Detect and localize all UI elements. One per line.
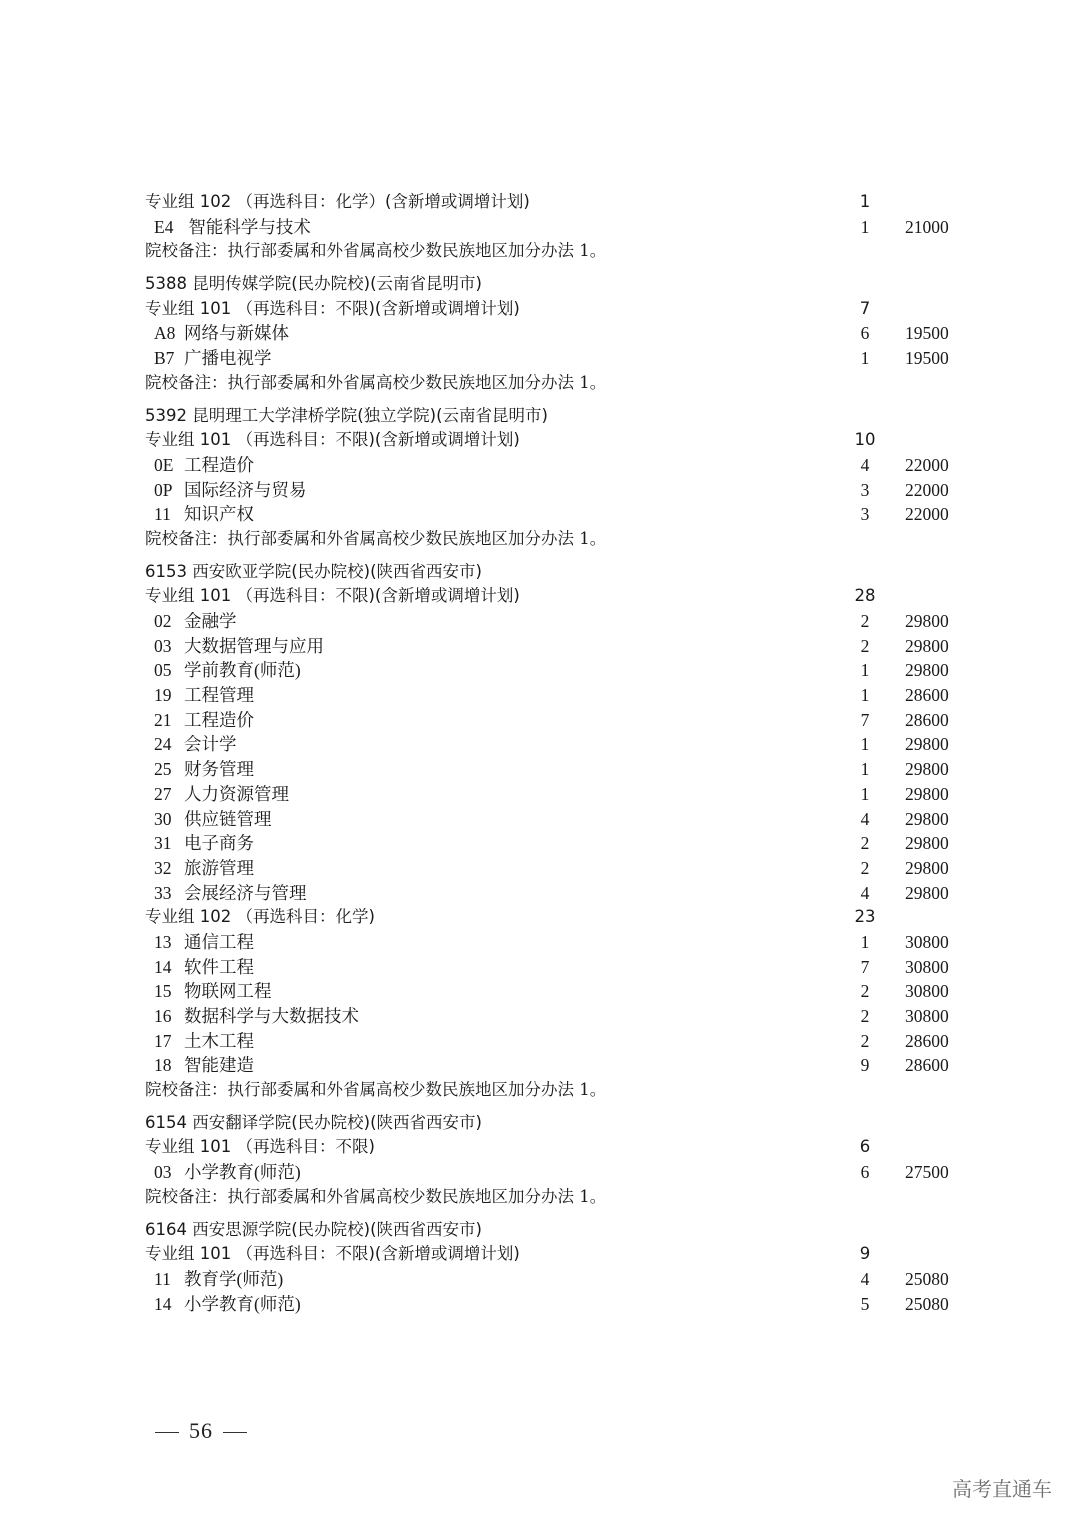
school-block	[145, 1111, 975, 1210]
major-plan-count: 1	[860, 660, 870, 681]
major-code: 0P	[154, 479, 173, 500]
major-plan-count: 2	[860, 1030, 870, 1051]
school-remark	[145, 527, 975, 552]
major-name: 小学教育(师范)	[184, 1162, 301, 1183]
group-label: 专业组 102 （再选科目：化学)	[145, 907, 375, 927]
group-label: 专业组 101 （再选科目：不限)	[145, 1137, 375, 1157]
major-row	[145, 658, 975, 683]
group-plan-count: 23	[854, 907, 876, 927]
major-code: 02	[154, 611, 172, 631]
major-code: 30	[154, 808, 172, 829]
major-name: 供应链管理	[184, 808, 272, 829]
major-plan-count: 3	[860, 479, 870, 500]
major-name: 软件工程	[184, 956, 254, 977]
group-label: 专业组 101 （再选科目：不限)(含新增或调增计划)	[145, 1244, 520, 1264]
group-label: 专业组 101 （再选科目：不限)(含新增或调增计划)	[145, 298, 520, 318]
major-name: 人力资源管理	[184, 783, 289, 804]
major-row	[145, 453, 975, 478]
major-code: 24	[154, 734, 172, 755]
major-group-header	[145, 190, 975, 215]
major-row	[145, 881, 975, 906]
dash-left	[155, 1432, 179, 1433]
school-title	[145, 1218, 975, 1243]
major-tuition: 29800	[905, 783, 949, 804]
school-name: 6154 西安翻译学院(民办院校)(陕西省西安市)	[145, 1112, 482, 1132]
major-code: 14	[154, 956, 172, 977]
watermark: 高考直通车	[952, 1477, 1052, 1501]
remark-text: 执行部委属和外省属高校少数民族地区加分办法 1。	[227, 372, 607, 392]
major-tuition: 22000	[905, 479, 949, 500]
remark-label: 院校备注：	[145, 241, 228, 261]
school-title	[145, 272, 975, 297]
major-code: 14	[154, 1293, 172, 1314]
major-name: 教育学(师范)	[184, 1268, 284, 1289]
major-plan-count: 3	[860, 504, 870, 525]
major-plan-count: 1	[860, 931, 870, 952]
remark-text: 执行部委属和外省属高校少数民族地区加分办法 1。	[227, 241, 607, 261]
major-code: 16	[154, 1006, 172, 1026]
major-code: 31	[154, 833, 172, 854]
major-code: 03	[154, 1162, 172, 1183]
major-row	[145, 346, 975, 371]
school-name: 5388 昆明传媒学院(民办院校)(云南省昆明市)	[145, 274, 482, 294]
major-plan-count: 2	[860, 611, 870, 631]
remark-label: 院校备注：	[145, 1186, 228, 1206]
group-label: 专业组 101 （再选科目：不限)(含新增或调增计划)	[145, 430, 520, 450]
major-code: 11	[154, 504, 171, 525]
major-tuition: 29800	[905, 611, 949, 631]
group-plan-count: 28	[854, 586, 876, 606]
major-plan-count: 1	[860, 783, 870, 804]
major-tuition: 29800	[905, 857, 949, 878]
major-tuition: 21000	[905, 216, 949, 237]
major-tuition: 29800	[905, 660, 949, 681]
major-row	[145, 683, 975, 708]
major-name: 工程造价	[184, 709, 254, 730]
major-row	[145, 1004, 975, 1029]
admission-plan-listing	[145, 190, 975, 1316]
major-tuition: 30800	[905, 931, 949, 952]
major-row	[145, 732, 975, 757]
major-row	[145, 955, 975, 980]
major-name: 智能建造	[184, 1055, 254, 1076]
major-plan-count: 6	[860, 1162, 870, 1183]
group-label: 专业组 101 （再选科目：不限)(含新增或调增计划)	[145, 586, 520, 606]
major-plan-count: 2	[860, 1006, 870, 1026]
major-name: 土木工程	[184, 1030, 254, 1051]
major-name: 金融学	[184, 611, 237, 631]
major-group-header	[145, 297, 975, 322]
major-tuition: 19500	[905, 323, 949, 344]
major-row	[145, 807, 975, 832]
major-plan-count: 1	[860, 759, 870, 780]
major-code: 05	[154, 660, 172, 681]
major-plan-count: 4	[860, 454, 870, 475]
major-plan-count: 2	[860, 857, 870, 878]
major-group-header	[145, 584, 975, 609]
remark-text: 执行部委属和外省属高校少数民族地区加分办法 1。	[227, 1186, 607, 1206]
major-tuition: 28600	[905, 709, 949, 730]
major-row	[145, 1029, 975, 1054]
major-name: 工程造价	[184, 454, 254, 475]
major-name: 通信工程	[184, 931, 254, 952]
major-name: 小学教育(师范)	[184, 1293, 301, 1314]
major-row	[145, 782, 975, 807]
major-tuition: 28600	[905, 1055, 949, 1076]
major-tuition: 22000	[905, 454, 949, 475]
major-tuition: 30800	[905, 981, 949, 1002]
page-number-value: 56	[189, 1418, 213, 1443]
major-name: 电子商务	[184, 833, 254, 854]
major-row	[145, 1267, 975, 1292]
major-name: 工程管理	[184, 685, 254, 706]
group-plan-count: 1	[859, 192, 871, 211]
major-name: 广播电视学	[184, 348, 272, 369]
major-name: 会计学	[184, 734, 237, 755]
major-code: 27	[154, 783, 172, 804]
school-block	[145, 1218, 975, 1317]
major-row	[145, 1160, 975, 1185]
major-tuition: 19500	[905, 348, 949, 369]
group-plan-count: 10	[854, 430, 876, 450]
major-name: 学前教育(师范)	[184, 660, 301, 681]
major-name: 数据科学与大数据技术	[184, 1006, 359, 1026]
major-name: 大数据管理与应用	[184, 635, 324, 656]
major-tuition: 30800	[905, 956, 949, 977]
school-remark	[145, 1185, 975, 1210]
major-name: 旅游管理	[184, 857, 254, 878]
group-plan-count: 6	[859, 1137, 871, 1157]
major-code: 21	[154, 709, 172, 730]
major-row	[145, 609, 975, 634]
major-plan-count: 4	[860, 882, 870, 903]
major-plan-count: 2	[860, 833, 870, 854]
major-plan-count: 2	[860, 635, 870, 656]
major-plan-count: 1	[860, 685, 870, 706]
major-tuition: 29800	[905, 882, 949, 903]
major-name: 物联网工程	[184, 981, 272, 1002]
school-title	[145, 560, 975, 585]
major-code: 03	[154, 635, 172, 656]
school-block	[145, 404, 975, 552]
major-group-header	[145, 905, 975, 930]
major-plan-count: 1	[860, 348, 870, 369]
remark-label: 院校备注：	[145, 528, 228, 548]
major-code: 32	[154, 857, 172, 878]
major-plan-count: 6	[860, 323, 870, 344]
major-name: 知识产权	[184, 504, 254, 525]
school-remark	[145, 1078, 975, 1103]
major-row	[145, 215, 975, 240]
school-remark	[145, 371, 975, 396]
major-plan-count: 9	[860, 1055, 870, 1076]
major-code: A8	[154, 323, 176, 344]
major-code: 25	[154, 759, 172, 780]
major-row	[145, 757, 975, 782]
school-remark	[145, 239, 975, 264]
major-tuition: 28600	[905, 685, 949, 706]
major-code: 0E	[154, 454, 174, 475]
school-name: 6153 西安欧亚学院(民办院校)(陕西省西安市)	[145, 561, 482, 581]
major-tuition: 25080	[905, 1293, 949, 1314]
major-row	[145, 634, 975, 659]
school-name: 5392 昆明理工大学津桥学院(独立学院)(云南省昆明市)	[145, 405, 548, 425]
dash-right	[223, 1432, 247, 1433]
major-group-header	[145, 1135, 975, 1160]
major-tuition: 29800	[905, 808, 949, 829]
major-name: 财务管理	[184, 759, 254, 780]
remark-label: 院校备注：	[145, 372, 228, 392]
major-row	[145, 321, 975, 346]
major-plan-count: 1	[860, 216, 870, 237]
major-tuition: 29800	[905, 734, 949, 755]
major-tuition: 29800	[905, 635, 949, 656]
major-plan-count: 7	[860, 956, 870, 977]
major-row	[145, 502, 975, 527]
major-tuition: 30800	[905, 1006, 949, 1026]
major-plan-count: 2	[860, 981, 870, 1002]
school-block	[145, 272, 975, 395]
major-code: 18	[154, 1055, 172, 1076]
page-number	[145, 1418, 257, 1444]
major-name: 国际经济与贸易	[184, 479, 307, 500]
major-code: 11	[154, 1268, 171, 1289]
remark-text: 执行部委属和外省属高校少数民族地区加分办法 1。	[227, 528, 607, 548]
major-code: E4	[154, 216, 174, 237]
school-title	[145, 1111, 975, 1136]
major-tuition: 22000	[905, 504, 949, 525]
major-row	[145, 708, 975, 733]
major-row	[145, 478, 975, 503]
major-name: 智能科学与技术	[188, 216, 311, 237]
major-code: 19	[154, 685, 172, 706]
major-code: B7	[154, 348, 175, 369]
major-plan-count: 7	[860, 709, 870, 730]
major-name: 会展经济与管理	[184, 882, 307, 903]
major-tuition: 27500	[905, 1162, 949, 1183]
major-group-header	[145, 1242, 975, 1267]
group-label: 专业组 102 （再选科目：化学）(含新增或调增计划)	[145, 192, 530, 211]
remark-label: 院校备注：	[145, 1080, 228, 1100]
major-plan-count: 4	[860, 808, 870, 829]
school-name: 6164 西安思源学院(民办院校)(陕西省西安市)	[145, 1219, 482, 1239]
school-title	[145, 404, 975, 429]
major-row	[145, 1053, 975, 1078]
major-group-header	[145, 428, 975, 453]
major-tuition: 25080	[905, 1268, 949, 1289]
remark-text: 执行部委属和外省属高校少数民族地区加分办法 1。	[227, 1080, 607, 1100]
group-plan-count: 7	[859, 298, 871, 318]
major-tuition: 29800	[905, 833, 949, 854]
major-code: 15	[154, 981, 172, 1002]
group-plan-count: 9	[859, 1244, 871, 1264]
major-name: 网络与新媒体	[184, 323, 289, 344]
major-row	[145, 979, 975, 1004]
major-row	[145, 856, 975, 881]
school-block	[145, 560, 975, 1103]
major-code: 33	[154, 882, 172, 903]
major-row	[145, 1292, 975, 1317]
major-code: 13	[154, 931, 172, 952]
major-row	[145, 930, 975, 955]
major-plan-count: 4	[860, 1268, 870, 1289]
major-row	[145, 831, 975, 856]
major-plan-count: 1	[860, 734, 870, 755]
major-tuition: 29800	[905, 759, 949, 780]
major-tuition: 28600	[905, 1030, 949, 1051]
major-code: 17	[154, 1030, 172, 1051]
major-plan-count: 5	[860, 1293, 870, 1314]
